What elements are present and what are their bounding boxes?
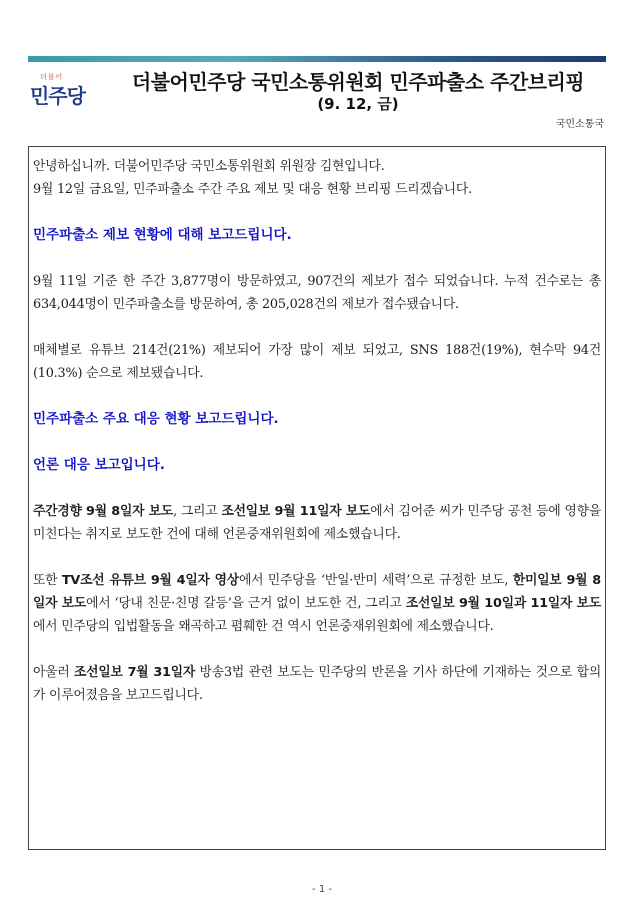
section-heading-response: 민주파출소 주요 대응 현황 보고드립니다. <box>33 411 279 427</box>
media-response-paragraph-1: 주간경향 9월 8일자 보도, 그리고 조선일보 9월 11일자 보도에서 김어준 씨가 민주당 공천 등에 영향을 미친다는 취지로 보도한 건에 대해 언론중재위원회에 제소했습니다. <box>33 504 601 542</box>
header-color-bar <box>28 56 606 62</box>
department-label: 국민소통국 <box>555 119 604 130</box>
document-title: 더불어민주당 국민소통위원회 민주파출소 주간브리핑 <box>131 70 585 94</box>
logo-wordmark: 민주당 <box>30 84 85 108</box>
party-logo <box>30 72 100 112</box>
media-response-paragraph-2: 또한 TV조선 유튜브 9월 4일자 영상에서 민주당을 ‘반일·반미 세력’으로 규정한 보도, 한미일보 9월 8일자 보도에서 ‘당내 친문·친명 갈등’을 근거 없이 보도한 건, 그리고 조선일보 9월 10일과 11일자 보도에서 민주당의 입법활동을 왜곡하고 폄훼한 건 역시 언론중재위원회에 제소했습니다. <box>33 573 601 634</box>
media-response-paragraph-3: 아울러 조선일보 7월 31일자 방송3법 관련 보도는 민주당의 반론을 기사 하단에 기재하는 것으로 합의가 이루어졌음을 보고드립니다. <box>33 665 601 703</box>
section-heading-media: 언론 대응 보고입니다. <box>33 457 165 473</box>
section-heading-report-status: 민주파출소 제보 현황에 대해 보고드립니다. <box>33 227 292 243</box>
logo-tagline: 더불어 <box>40 73 64 81</box>
media-stats-paragraph: 매체별로 유튜브 214건(21%) 제보되어 가장 많이 제보 되었고, SNS 188건(19%), 현수막 94건(10.3%) 순으로 제보됐습니다. <box>33 343 601 381</box>
document-date: (9. 12, 금) <box>317 95 399 113</box>
page-number: - 1 - <box>312 884 332 895</box>
briefing-body <box>28 146 606 850</box>
intro-line-2: 9월 12일 금요일, 민주파출소 주간 주요 제보 및 대응 현황 브리핑 드리겠습니다. <box>33 182 472 197</box>
intro-line-1: 안녕하십니까. 더불어민주당 국민소통위원회 위원장 김현입니다. <box>33 159 385 174</box>
weekly-stats-paragraph: 9월 11일 기준 한 주간 3,877명이 방문하였고, 907건의 제보가 접수 되었습니다. 누적 건수로는 총 634,044명이 민주파출소를 방문하여, 총 205,028건의 제보가 접수됐습니다. <box>33 274 601 312</box>
